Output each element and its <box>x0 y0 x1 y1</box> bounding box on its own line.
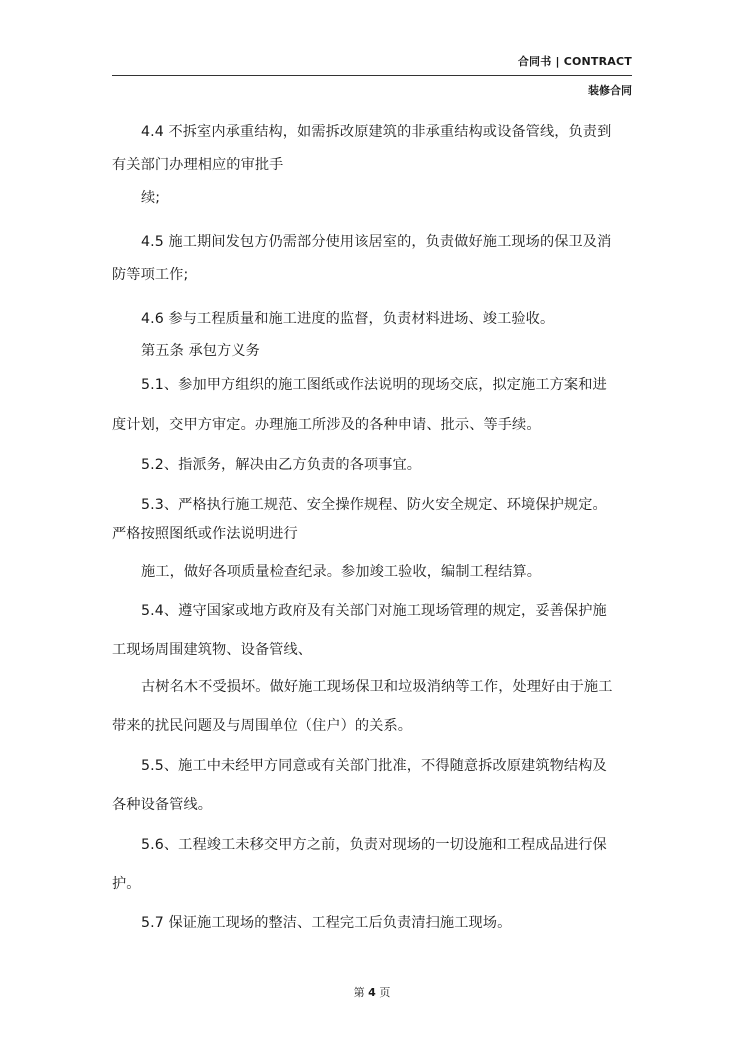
text-line: 5.1、参加甲方组织的施工图纸或作法说明的现场交底，拟定施工方案和进 <box>141 377 607 393</box>
text-line: 古树名木不受损坏。做好施工现场保卫和垃圾消纳等工作，处理好由于施工 <box>141 679 613 695</box>
text-line: 5.6、工程竣工未移交甲方之前，负责对现场的一切设施和工程成品进行保 <box>141 837 607 853</box>
header-divider <box>112 75 632 76</box>
text-line: 5.7 保证施工现场的整洁、工程完工后负责清扫施工现场。 <box>141 915 512 931</box>
text-line: 各种设备管线。 <box>112 797 213 813</box>
text-line: 5.3、严格执行施工规范、安全操作规程、防火安全规定、环境保护规定。 <box>141 497 607 513</box>
page-suffix: 页 <box>379 986 391 999</box>
header-subtitle: 装修合同 <box>588 84 632 97</box>
text-line: 防等项工作; <box>112 267 189 283</box>
text-line: 严格按照图纸或作法说明进行 <box>112 526 298 542</box>
text-line: 度计划，交甲方审定。办理施工所涉及的各种申请、批示、等手续。 <box>112 417 541 433</box>
text-line: 5.4、遵守国家或地方政府及有关部门对施工现场管理的规定，妥善保护施 <box>141 603 607 619</box>
header-brand: 合同书 | CONTRACT <box>517 55 632 68</box>
section-heading: 第五条 承包方义务 <box>141 343 260 359</box>
text-line: 工现场周围建筑物、设备管线、 <box>112 642 313 658</box>
text-line: 护。 <box>112 876 141 892</box>
text-line: 5.5、施工中未经甲方同意或有关部门批准，不得随意拆改原建筑物结构及 <box>141 758 607 774</box>
text-line: 4.6 参与工程质量和施工进度的监督，负责材料进场、竣工验收。 <box>141 311 555 327</box>
page-prefix: 第 <box>353 986 365 999</box>
text-line: 带来的扰民问题及与周围单位（住户）的关系。 <box>112 718 413 734</box>
page-number: 4 <box>368 986 376 999</box>
page-footer <box>0 984 744 1000</box>
text-line: 有关部门办理相应的审批手 <box>112 157 284 173</box>
text-line: 5.2、指派务，解决由乙方负责的各项事宜。 <box>141 457 422 473</box>
text-line: 4.5 施工期间发包方仍需部分使用该居室的，负责做好施工现场的保卫及消 <box>141 234 612 250</box>
text-line: 续; <box>141 190 161 206</box>
text-line: 施工，做好各项质量检查纪录。参加竣工验收，编制工程结算。 <box>141 564 542 580</box>
text-line: 4.4 不拆室内承重结构，如需拆改原建筑的非承重结构或设备管线，负责到 <box>141 124 612 140</box>
